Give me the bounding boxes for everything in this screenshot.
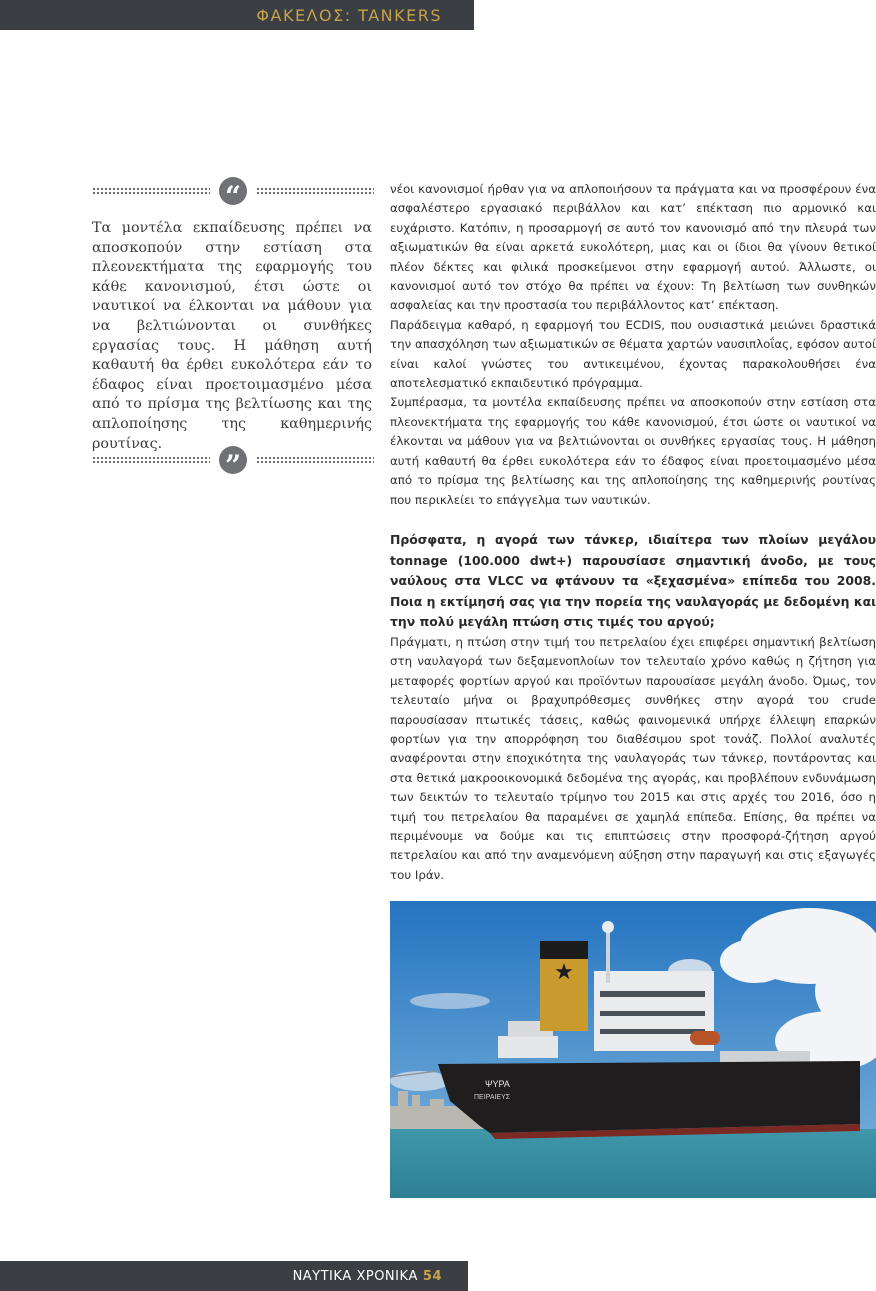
article-paragraph: Συμπέρασμα, τα μοντέλα εκπαίδευσης πρέπει να αποσκοπούν στην εστίαση στα πλεονεκτήματα της εφαρμογής του κάθε κανονισμού, έτσι ώστε οι ναυτικοί να έλκονται να μάθουν για να βελτιώνονται οι συνθήκες εργασίας τους. Η μάθηση αυτή καθαυτή θα έρθει ευκολότερα εάν το έδαφος είναι προετοιμασμένο μέσα από το πρίσμα της βελτίωσης και της απλοποίησης της καθημερινής ρουτίνας που περικλείει το επάγγελμα των ναυτικών. xyxy=(390,395,876,507)
pullquote-top-rule xyxy=(92,176,374,206)
interview-answer: Πράγματι, η πτώση στην τιμή του πετρελαίου έχει επιφέρει σημαντική βελτίωση στη ναυλαγορά των δεξαμενοπλοίων τον τελευταίο χρόνο καθώς η ζήτηση για μεταφορές φορτίων αργού και προϊόντων παρουσίασε μεγάλη άνοδο. Όμως, τον τελευταίο μήνα οι βραχυπρόθεσμες συνθήκες στην αγορά του crude παρουσίασαν πτωτικές τάσεις, καθώς φαινομενικά υπήρχε έλλειψη επαρκών φορτίων για την απορρόφηση του διαθέσιμου spot τονάζ. Πολλοί αναλυτές αναφέρονται στην εποχικότητα της ναυλαγοράς των τάνκερ, ποντάροντας και στα θετικά μακροοικονομικά δεδομένα της αγοράς, και προβλέπουν ενδυνάμωση των δεικτών το τελευταίο τρίμηνο του 2015 και στις αρχές του 2016, όσο η τιμή του πετρελαίου θα παραμένει σε χαμηλά επίπεδα. Επίσης, θα πρέπει να περιμένουμε να δούμε και τις επιπτώσεις στην προσφορά-ζήτηση αργού πετρελαίου και από την αναμενόμενη αύξηση στην παραγωγή και στις εξαγωγές του Ιράν. xyxy=(390,634,876,882)
close-quote-icon: ” xyxy=(219,446,247,474)
sea xyxy=(390,1129,876,1198)
article-paragraph: νέοι κανονισμοί ήρθαν για να απλοποιήσουν τα πράγματα και να προσφέρουν ένα ασφαλέστερο εργασιακό περιβάλλον και κατ’ επέκταση πιο αρμονικό και ευχάριστο. Κατόπιν, η προσαρμογή σε αυτό τον κανονισμό από την πλευρά των αξιωματικών θα είναι αρκετά ευκολότερη, μιας και οι ίδιοι θα γίνουν θετικοί πλέον δέκτες και φιλικά προσκείμενοι στην εφαρμογή αυτού. Άλλωστε, οι κανονισμοί αυτό τον στόχο θα πρέπει να έχουν: Τη βελτίωση των συνθηκών ασφαλείας και την προστασία του περιβάλλοντος κατ’ επέκταση. xyxy=(390,182,876,313)
ship-name-label: ΨΥΡΑ xyxy=(485,1079,510,1089)
article-paragraph: Παράδειγμα καθαρό, η εφαρμογή του ECDIS, που ουσιαστικά μειώνει δραστικά την απασχόληση των αξιωματικών σε θέματα χαρτών ναυσιπλοΐας, εφόσον αυτοί είναι καλοί γνώστες του αντικειμένου, έχοντας παρακολουθήσει ένα αποτελεσματικό εκπαιδευτικό πρόγραμμα. xyxy=(390,317,876,391)
dotted-rule-left xyxy=(92,187,210,195)
dotted-rule-left xyxy=(92,456,210,464)
funnel-star: ★ xyxy=(554,959,574,984)
home-port-label: ΠΕΙΡΑΙΕΥΣ xyxy=(474,1094,511,1101)
section-label: ΦΑΚΕΛΟΣ: TANKERS xyxy=(256,5,442,25)
dotted-rule-right xyxy=(256,187,374,195)
pullquote-bottom-rule xyxy=(92,445,374,475)
section-header-bar xyxy=(0,0,474,30)
page-number: 54 xyxy=(422,1268,442,1284)
pullquote-text: Τα μοντέλα εκπαίδευσης πρέπει να αποσκοπούν στην εστίαση στα πλεονεκτήματα της εφαρμογής του κάθε κανονισμού, έτσι ώστε οι ναυτικοί να έλκονται να μάθουν για να βελτιώνονται οι συνθήκες εργασίας τους. Η μάθηση αυτή καθαυτή θα έρθει ευκολότερα εάν το έδαφος είναι προετοιμασμένο μέσα από το πρίσμα της βελτίωσης και της απλοποίησης της καθημερινής ρουτίνας. xyxy=(92,220,372,452)
interview-question: Πρόσφατα, η αγορά των τάνκερ, ιδιαίτερα των πλοίων μεγάλου tonnage (100.000 dwt+) παρουσίασε σημαντική άνοδο, με τους ναύλους στα VLCC να φτάνουν τα «ξεχασμένα» επίπεδα του 2008. Ποια η εκτίμησή σας για την πορεία της ναυλαγοράς με δεδομένη και την πολύ μεγάλη πτώση στις τιμές του αργού; xyxy=(390,531,876,630)
open-quote-icon: “ xyxy=(219,177,247,205)
magazine-name: ΝΑΥΤΙΚΑ ΧΡΟΝΙΚΑ xyxy=(292,1268,418,1284)
article-body xyxy=(390,180,876,885)
footer-bar xyxy=(0,1261,468,1291)
tanker-illustration xyxy=(390,901,876,1198)
tanker-photo xyxy=(390,901,876,1198)
dotted-rule-right xyxy=(256,456,374,464)
